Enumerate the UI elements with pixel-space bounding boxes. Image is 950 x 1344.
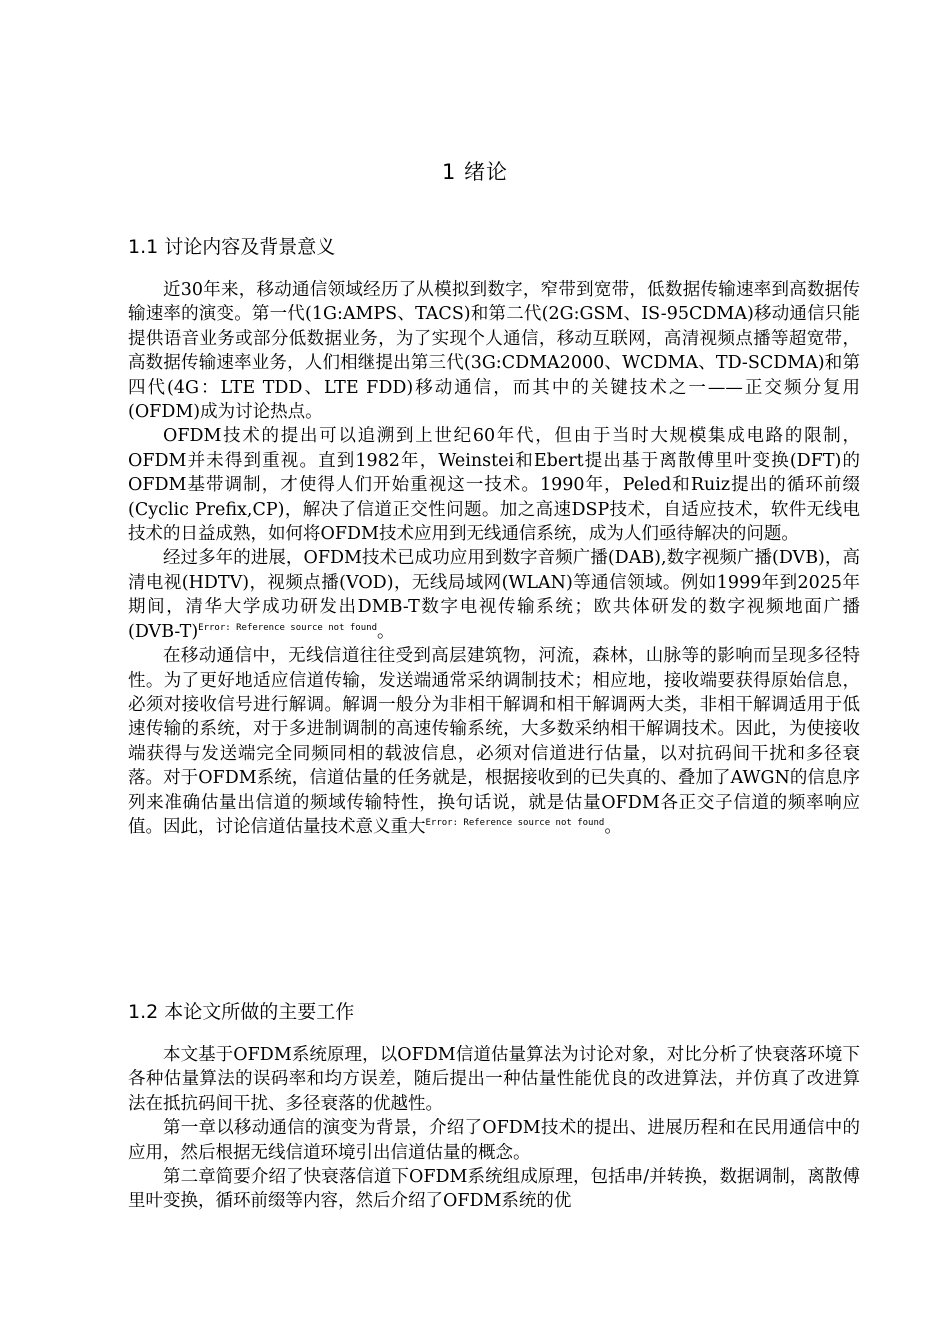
paragraph-text: 第一章以移动通信的演变为背景，介绍了OFDM技术的提出、进展历程和在民用通信中的应用，然后根据无线信道环境引出信道估量的概念。 [128,1118,860,1163]
paragraph-text: 本文基于OFDM系统原理，以OFDM信道估量算法为讨论对象，对比分析了快衰落环境下各种估量算法的误码率和均方误差，随后提出一种估量性能优良的改进算法，并仿真了改进算法在抵抗码间干扰、多径衰落的优越性。 [128,1045,860,1114]
paragraph [128,1116,860,1165]
section-1-1-body [128,278,860,839]
paragraph-text: OFDM技术的提出可以追溯到上世纪60年代，但由于当时大规模集成电路的限制，OFDM并未得到重视。直到1982年，Weinstei和Ebert提出基于离散傅里叶变换(DFT)的OFDM基带调制，才使得人们开始重视这一技术。1990年，Peled和Ruiz提出的循环前缀(Cyclic Prefix,CP)，解决了信道正交性问题。加之高速DSP技术，自适应技术，软件无线电技术的日益成熟，如何将OFDM技术应用到无线通信系统，成为人们亟待解决的问题。 [128,426,860,545]
paragraph [128,546,860,644]
reference-error-note: Error: Reference source not found [425,818,605,829]
paragraph [128,424,860,546]
paragraph-text: 近30年来，移动通信领域经历了从模拟到数字，窄带到宽带，低数据传输速率到高数据传输速率的演变。第一代(1G:AMPS、TACS)和第二代(2G:GSM、IS-95CDMA)移动通信只能提供语音业务或部分低数据业务，为了实现个人通信，移动互联网，高清视频点播等超宽带，高数据传输速率业务，人们相继提出第三代(3G:CDMA2000、WCDMA、TD-SCDMA)和第四代(4G：LTE TDD、LTE FDD)移动通信，而其中的关键技术之一——正交频分复用(OFDM)成为讨论热点。 [128,280,860,423]
section-heading-1-1: 1.1 讨论内容及背景意义 [128,236,336,258]
paragraph [128,1165,860,1214]
paragraph-tail: 。 [376,621,395,642]
paragraph-text: 经过多年的进展，OFDM技术已成功应用到数字音频广播(DAB),数字视频广播(DVB)，高清电视(HDTV)，视频点播(VOD)，无线局域网(WLAN)等通信领域。例如1999年到2025年期间，清华大学成功研发出DMB-T数字电视传输系统；欧共体研发的数字视频地面广播 (DVB-T) [128,548,860,642]
reference-error-note: Error: Reference source not found [198,622,377,633]
section-1-2-body [128,1043,860,1214]
paragraph-text: 在移动通信中，无线信道往往受到高层建筑物，河流，森林，山脉等的影响而呈现多径特性。为了更好地适应信道传输，发送端通常采纳调制技术；相应地，接收端要获得原始信息，必须对接收信号进行解调。解调一般分为非相干解调和相干解调两大类，非相干解调适用于低速传输的系统，对于多进制调制的高速传输系统，大多数采纳相干解调技术。因此，为使接收端获得与发送端完全同频同相的载波信息，必须对信道进行估量，以对抗码间干扰和多径衰落。对于OFDM系统，信道估量的任务就是，根据接收到的已失真的、叠加了AWGN的信息序列来准确估量出信道的频域传输特性，换句话说，就是估量OFDM各正交子信道的频率响应值。因此，讨论信道估量技术意义重大 [128,646,860,837]
paragraph [128,1043,860,1116]
paragraph [128,278,860,424]
paragraph-text: 第二章简要介绍了快衰落信道下OFDM系统组成原理，包括串/并转换，数据调制，离散傅里叶变换，循环前缀等内容，然后介绍了OFDM系统的优 [128,1167,860,1212]
paragraph-tail: 。 [604,816,622,837]
chapter-title: 1 绪论 [441,160,509,184]
paragraph [128,644,860,839]
section-heading-1-2: 1.2 本论文所做的主要工作 [128,1001,355,1023]
